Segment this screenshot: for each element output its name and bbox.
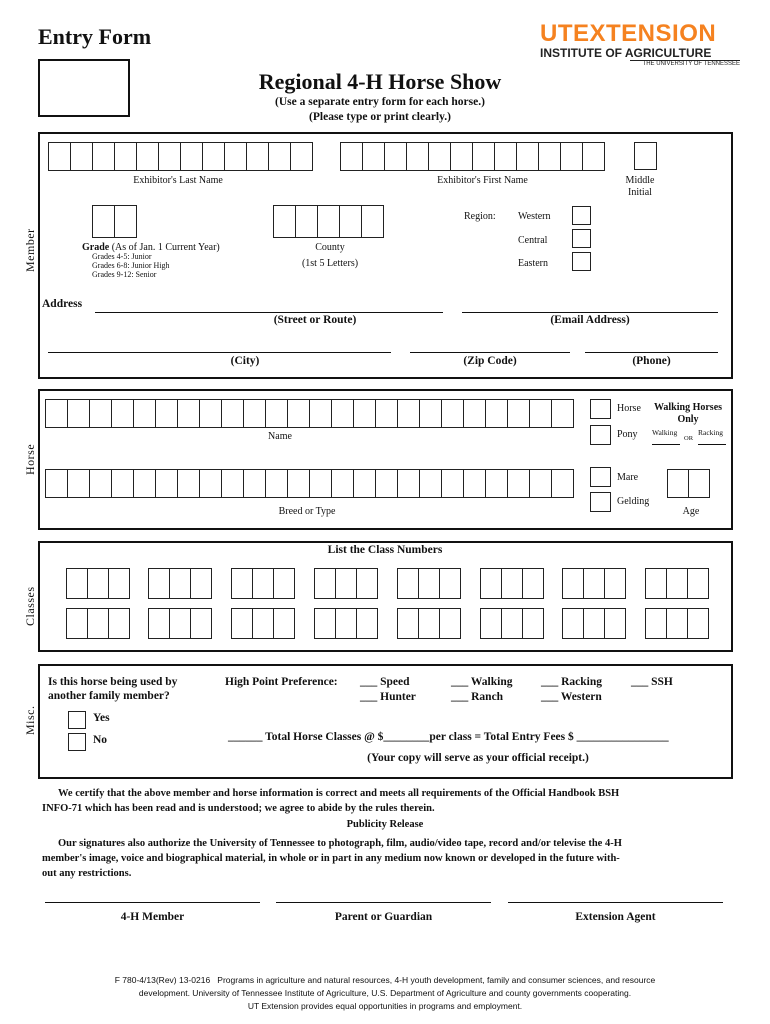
publicity-text	[42, 836, 732, 881]
last-name-char-box[interactable]	[114, 142, 137, 171]
class-number-char-box[interactable]	[190, 568, 212, 599]
fees-line[interactable]: ______ Total Horse Classes @ $________per class = Total Entry Fees $ ________________	[228, 731, 669, 743]
pony-option-label: Pony	[617, 429, 638, 440]
class-number-char-box[interactable]	[583, 568, 605, 599]
class-number-group[interactable]	[645, 608, 708, 639]
class-number-char-box[interactable]	[645, 608, 667, 639]
class-number-char-box[interactable]	[335, 568, 357, 599]
address-label: Address	[42, 298, 83, 310]
last-name-char-box[interactable]	[180, 142, 203, 171]
classes-section-label: Classes	[23, 586, 37, 626]
agent-signature-label: Extension Agent	[575, 911, 656, 923]
region-label: Region:	[464, 211, 496, 222]
parent-signature-label: Parent or Guardian	[334, 911, 433, 923]
last-name-char-box[interactable]	[224, 142, 247, 171]
breed-char-box[interactable]	[419, 469, 442, 498]
last-name-char-box[interactable]	[246, 142, 269, 171]
class-number-group[interactable]	[562, 568, 625, 599]
grade-legend	[92, 252, 170, 279]
first-name-char-box[interactable]	[582, 142, 605, 171]
class-number-char-box[interactable]	[356, 568, 378, 599]
first-name-char-box[interactable]	[428, 142, 451, 171]
class-number-char-box[interactable]	[190, 608, 212, 639]
footer-line-1: Programs in agriculture and natural resources, 4-H youth development, family and consumer sciences, and resource	[217, 975, 656, 985]
class-number-char-box[interactable]	[687, 568, 709, 599]
county-char-box[interactable]	[273, 205, 296, 238]
footer-code: F 780-4/13(Rev) 13-0216	[114, 975, 211, 985]
class-number-char-box[interactable]	[666, 608, 688, 639]
horse-name-char-box[interactable]	[529, 399, 552, 428]
last-name-boxes[interactable]	[48, 142, 312, 171]
classes-section	[38, 541, 733, 652]
class-number-char-box[interactable]	[397, 568, 419, 599]
racking-label: Racking	[698, 428, 723, 437]
class-number-char-box[interactable]	[418, 608, 440, 639]
breed-char-box[interactable]	[551, 469, 574, 498]
horse-name-char-box[interactable]	[397, 399, 420, 428]
family-question-1: Is this horse being used by	[48, 676, 178, 688]
class-number-char-box[interactable]	[439, 608, 461, 639]
horse-name-char-box[interactable]	[353, 399, 376, 428]
class-number-group[interactable]	[397, 568, 460, 599]
horse-name-label: Name	[268, 431, 292, 442]
horse-name-char-box[interactable]	[199, 399, 222, 428]
breed-char-box[interactable]	[67, 469, 90, 498]
publicity-line-3: out any restrictions.	[42, 868, 132, 879]
class-number-group[interactable]	[480, 608, 543, 639]
class-number-char-box[interactable]	[480, 568, 502, 599]
horse-name-char-box[interactable]	[419, 399, 442, 428]
footer-line-2: development. University of Tennessee Institute of Agriculture, U.S. Department of Agriculture and county governments cooperating.	[138, 988, 632, 998]
class-number-group[interactable]	[314, 608, 377, 639]
gelding-checkbox[interactable]	[590, 492, 611, 512]
publicity-line-1: Our signatures also authorize the University of Tennessee to photograph, film, audio/video tape, record and/or televise the 4-H	[58, 838, 622, 849]
hp-speed[interactable]: ___ Speed	[360, 676, 410, 688]
class-number-char-box[interactable]	[231, 608, 253, 639]
last-name-char-box[interactable]	[268, 142, 291, 171]
grade-char-box[interactable]	[114, 205, 137, 238]
family-question-2: another family member?	[48, 690, 170, 702]
class-number-group[interactable]	[562, 608, 625, 639]
street-label: (Street or Route)	[273, 314, 357, 326]
breed-char-box[interactable]	[221, 469, 244, 498]
certification-text	[42, 786, 732, 816]
region-western-label: Western	[518, 211, 551, 222]
breed-char-box[interactable]	[309, 469, 332, 498]
racking-option[interactable]	[698, 428, 726, 445]
ut-extension-logo	[540, 22, 740, 72]
breed-boxes[interactable]	[45, 469, 573, 498]
first-name-char-box[interactable]	[384, 142, 407, 171]
breed-char-box[interactable]	[507, 469, 530, 498]
walking-label: Walking	[652, 428, 678, 437]
horse-name-char-box[interactable]	[155, 399, 178, 428]
class-number-char-box[interactable]	[522, 568, 544, 599]
horse-name-char-box[interactable]	[485, 399, 508, 428]
walking-title-2: Only	[677, 414, 699, 425]
region-eastern-checkbox[interactable]	[572, 252, 591, 271]
county-note: (1st 5 Letters)	[301, 258, 359, 269]
class-number-char-box[interactable]	[87, 608, 109, 639]
grade-line-senior: Grades 9-12: Senior	[92, 270, 157, 279]
breed-char-box[interactable]	[199, 469, 222, 498]
hp-walking[interactable]: ___ Walking	[451, 676, 513, 688]
horse-name-char-box[interactable]	[45, 399, 68, 428]
class-number-char-box[interactable]	[314, 568, 336, 599]
agent-signature-line[interactable]	[508, 902, 723, 903]
walking-option[interactable]	[652, 428, 680, 445]
breed-char-box[interactable]	[485, 469, 508, 498]
certification-line-2: INFO-71 which has been read and is understood; we agree to abide by the rules therein.	[42, 803, 435, 814]
breed-char-box[interactable]	[353, 469, 376, 498]
gelding-option-label: Gelding	[617, 496, 650, 507]
breed-char-box[interactable]	[375, 469, 398, 498]
class-number-group[interactable]	[148, 608, 211, 639]
grade-char-box[interactable]	[92, 205, 115, 238]
first-name-char-box[interactable]	[340, 142, 363, 171]
logo-ut: UT	[540, 20, 573, 47]
logo-institute: INSTITUTE OF AGRICULTURE	[540, 46, 712, 60]
breed-char-box[interactable]	[133, 469, 156, 498]
last-name-label: Exhibitor's Last Name	[133, 175, 223, 186]
class-number-char-box[interactable]	[252, 608, 274, 639]
last-name-char-box[interactable]	[70, 142, 93, 171]
footer	[60, 974, 710, 1013]
parent-signature-line[interactable]	[276, 902, 491, 903]
grade-line-junior: Grades 4-5: Junior	[92, 252, 152, 261]
horse-name-char-box[interactable]	[441, 399, 464, 428]
class-number-char-box[interactable]	[231, 568, 253, 599]
class-number-char-box[interactable]	[87, 568, 109, 599]
phone-label: (Phone)	[632, 355, 671, 367]
subtitle-1: (Use a separate entry form for each horse.)	[275, 96, 485, 108]
first-name-char-box[interactable]	[450, 142, 473, 171]
class-number-char-box[interactable]	[439, 568, 461, 599]
first-name-char-box[interactable]	[560, 142, 583, 171]
horse-name-char-box[interactable]	[177, 399, 200, 428]
breed-char-box[interactable]	[331, 469, 354, 498]
first-name-char-box[interactable]	[516, 142, 539, 171]
or-label: OR	[684, 435, 694, 442]
email-line[interactable]	[462, 312, 718, 313]
horse-option-label: Horse	[617, 403, 641, 414]
breed-char-box[interactable]	[397, 469, 420, 498]
horse-name-char-box[interactable]	[243, 399, 266, 428]
member-signature-label: 4-H Member	[120, 911, 185, 923]
breed-char-box[interactable]	[441, 469, 464, 498]
publicity-title: Publicity Release	[346, 819, 424, 830]
class-number-char-box[interactable]	[66, 568, 88, 599]
walking-title-1: Walking Horses	[653, 402, 723, 413]
last-name-char-box[interactable]	[158, 142, 181, 171]
member-section-label: Member	[23, 228, 37, 272]
breed-char-box[interactable]	[177, 469, 200, 498]
breed-char-box[interactable]	[45, 469, 68, 498]
subtitle-2: (Please type or print clearly.)	[309, 111, 451, 123]
breed-char-box[interactable]	[529, 469, 552, 498]
class-number-char-box[interactable]	[148, 568, 170, 599]
class-number-group[interactable]	[397, 608, 460, 639]
zip-line[interactable]	[410, 352, 570, 353]
first-name-char-box[interactable]	[472, 142, 495, 171]
class-number-char-box[interactable]	[562, 608, 584, 639]
region-central-label: Central	[518, 235, 548, 246]
region-western-checkbox[interactable]	[572, 206, 591, 225]
last-name-char-box[interactable]	[202, 142, 225, 171]
footer-line-3: UT Extension provides equal opportunities in programs and employment.	[247, 1001, 523, 1011]
middle-initial-label-1: Middle	[625, 175, 655, 186]
zip-label: (Zip Code)	[463, 355, 517, 367]
class-number-char-box[interactable]	[397, 608, 419, 639]
grade-note: (As of Jan. 1 Current Year)	[111, 242, 220, 253]
class-number-char-box[interactable]	[583, 608, 605, 639]
class-number-char-box[interactable]	[604, 608, 626, 639]
class-number-char-box[interactable]	[252, 568, 274, 599]
class-number-group[interactable]	[314, 568, 377, 599]
class-number-group[interactable]	[231, 568, 294, 599]
class-number-char-box[interactable]	[604, 568, 626, 599]
breed-char-box[interactable]	[89, 469, 112, 498]
first-name-label: Exhibitor's First Name	[437, 175, 528, 186]
breed-label: Breed or Type	[278, 506, 336, 517]
logo-extension: EXTENSION	[573, 20, 717, 47]
class-number-group[interactable]	[66, 608, 129, 639]
email-label: (Email Address)	[550, 314, 630, 326]
horse-name-char-box[interactable]	[287, 399, 310, 428]
class-number-group[interactable]	[231, 608, 294, 639]
region-eastern-label: Eastern	[518, 258, 548, 269]
horse-name-char-box[interactable]	[331, 399, 354, 428]
breed-char-box[interactable]	[111, 469, 134, 498]
breed-char-box[interactable]	[243, 469, 266, 498]
hp-ranch[interactable]: ___ Ranch	[451, 691, 504, 703]
logo-university: THE UNIVERSITY OF TENNESSEE	[630, 60, 740, 67]
county-label: County	[315, 242, 345, 253]
class-number-char-box[interactable]	[335, 608, 357, 639]
class-number-char-box[interactable]	[314, 608, 336, 639]
horse-checkbox[interactable]	[590, 399, 611, 419]
certification-line-1: We certify that the above member and horse information is correct and meets all requirements of the Official Handbook BSH	[58, 788, 620, 799]
class-number-char-box[interactable]	[562, 568, 584, 599]
receipt-note: (Your copy will serve as your official receipt.)	[367, 752, 589, 764]
horse-name-char-box[interactable]	[463, 399, 486, 428]
grade-label-text: Grade	[82, 242, 110, 253]
class-number-group[interactable]	[645, 568, 708, 599]
photo-box	[38, 59, 130, 117]
horse-name-char-box[interactable]	[133, 399, 156, 428]
county-char-box[interactable]	[295, 205, 318, 238]
street-line[interactable]	[95, 312, 443, 313]
horse-name-char-box[interactable]	[89, 399, 112, 428]
age-char-box[interactable]	[667, 469, 689, 498]
no-label: No	[93, 734, 108, 746]
class-number-char-box[interactable]	[687, 608, 709, 639]
class-number-char-box[interactable]	[108, 608, 130, 639]
hp-racking[interactable]: ___ Racking	[541, 676, 603, 688]
horse-name-boxes[interactable]	[45, 399, 573, 428]
grade-boxes[interactable]	[92, 205, 136, 238]
first-name-char-box[interactable]	[406, 142, 429, 171]
last-name-char-box[interactable]	[92, 142, 115, 171]
mare-option-label: Mare	[617, 472, 639, 483]
class-number-char-box[interactable]	[148, 608, 170, 639]
class-number-char-box[interactable]	[418, 568, 440, 599]
hp-hunter[interactable]: ___ Hunter	[360, 691, 416, 703]
horse-name-char-box[interactable]	[375, 399, 398, 428]
breed-char-box[interactable]	[155, 469, 178, 498]
county-boxes[interactable]	[273, 205, 383, 238]
class-number-char-box[interactable]	[522, 608, 544, 639]
county-char-box[interactable]	[339, 205, 362, 238]
horse-section-label: Horse	[23, 443, 37, 475]
middle-initial-label-2: Initial	[628, 187, 652, 198]
yes-label: Yes	[93, 712, 110, 724]
age-char-box[interactable]	[688, 469, 710, 498]
class-number-char-box[interactable]	[501, 568, 523, 599]
class-number-group[interactable]	[148, 568, 211, 599]
no-checkbox[interactable]	[68, 733, 86, 751]
pony-checkbox[interactable]	[590, 425, 611, 445]
yes-checkbox[interactable]	[68, 711, 86, 729]
breed-char-box[interactable]	[265, 469, 288, 498]
mare-checkbox[interactable]	[590, 467, 611, 487]
class-number-char-box[interactable]	[108, 568, 130, 599]
horse-name-char-box[interactable]	[265, 399, 288, 428]
hp-ssh[interactable]: ___ SSH	[631, 676, 673, 688]
first-name-char-box[interactable]	[362, 142, 385, 171]
form-label: Entry Form	[38, 24, 152, 49]
grade-line-junior-high: Grades 6-8: Junior High	[92, 261, 170, 270]
last-name-char-box[interactable]	[48, 142, 71, 171]
classes-title: List the Class Numbers	[327, 544, 443, 556]
class-number-char-box[interactable]	[501, 608, 523, 639]
class-number-group[interactable]	[480, 568, 543, 599]
high-point-label: High Point Preference:	[225, 676, 338, 688]
horse-name-char-box[interactable]	[111, 399, 134, 428]
age-boxes[interactable]	[667, 469, 709, 498]
misc-section-label: Misc.	[23, 705, 37, 735]
horse-name-char-box[interactable]	[551, 399, 574, 428]
breed-char-box[interactable]	[463, 469, 486, 498]
last-name-char-box[interactable]	[136, 142, 159, 171]
county-char-box[interactable]	[317, 205, 340, 238]
class-number-char-box[interactable]	[480, 608, 502, 639]
horse-name-char-box[interactable]	[221, 399, 244, 428]
class-number-char-box[interactable]	[645, 568, 667, 599]
first-name-boxes[interactable]	[340, 142, 604, 171]
page-title: Regional 4-H Horse Show	[258, 69, 502, 94]
city-label: (City)	[230, 355, 260, 367]
phone-line[interactable]	[585, 352, 718, 353]
class-number-char-box[interactable]	[273, 608, 295, 639]
horse-name-char-box[interactable]	[309, 399, 332, 428]
region-central-checkbox[interactable]	[572, 229, 591, 248]
class-number-char-box[interactable]	[273, 568, 295, 599]
publicity-line-2: member's image, voice and biographical material, in whole or in part in any medium now known or developed in the future with-	[42, 853, 620, 864]
city-line[interactable]	[48, 352, 391, 353]
age-label: Age	[682, 506, 700, 517]
middle-initial-box[interactable]	[634, 142, 657, 170]
horse-name-char-box[interactable]	[507, 399, 530, 428]
last-name-char-box[interactable]	[290, 142, 313, 171]
county-char-box[interactable]	[361, 205, 384, 238]
class-number-char-box[interactable]	[169, 608, 191, 639]
horse-name-char-box[interactable]	[67, 399, 90, 428]
class-number-char-box[interactable]	[66, 608, 88, 639]
first-name-char-box[interactable]	[494, 142, 517, 171]
first-name-char-box[interactable]	[538, 142, 561, 171]
class-number-char-box[interactable]	[169, 568, 191, 599]
hp-western[interactable]: ___ Western	[541, 691, 602, 703]
class-number-char-box[interactable]	[356, 608, 378, 639]
class-number-group[interactable]	[66, 568, 129, 599]
breed-char-box[interactable]	[287, 469, 310, 498]
member-signature-line[interactable]	[45, 902, 260, 903]
class-number-char-box[interactable]	[666, 568, 688, 599]
